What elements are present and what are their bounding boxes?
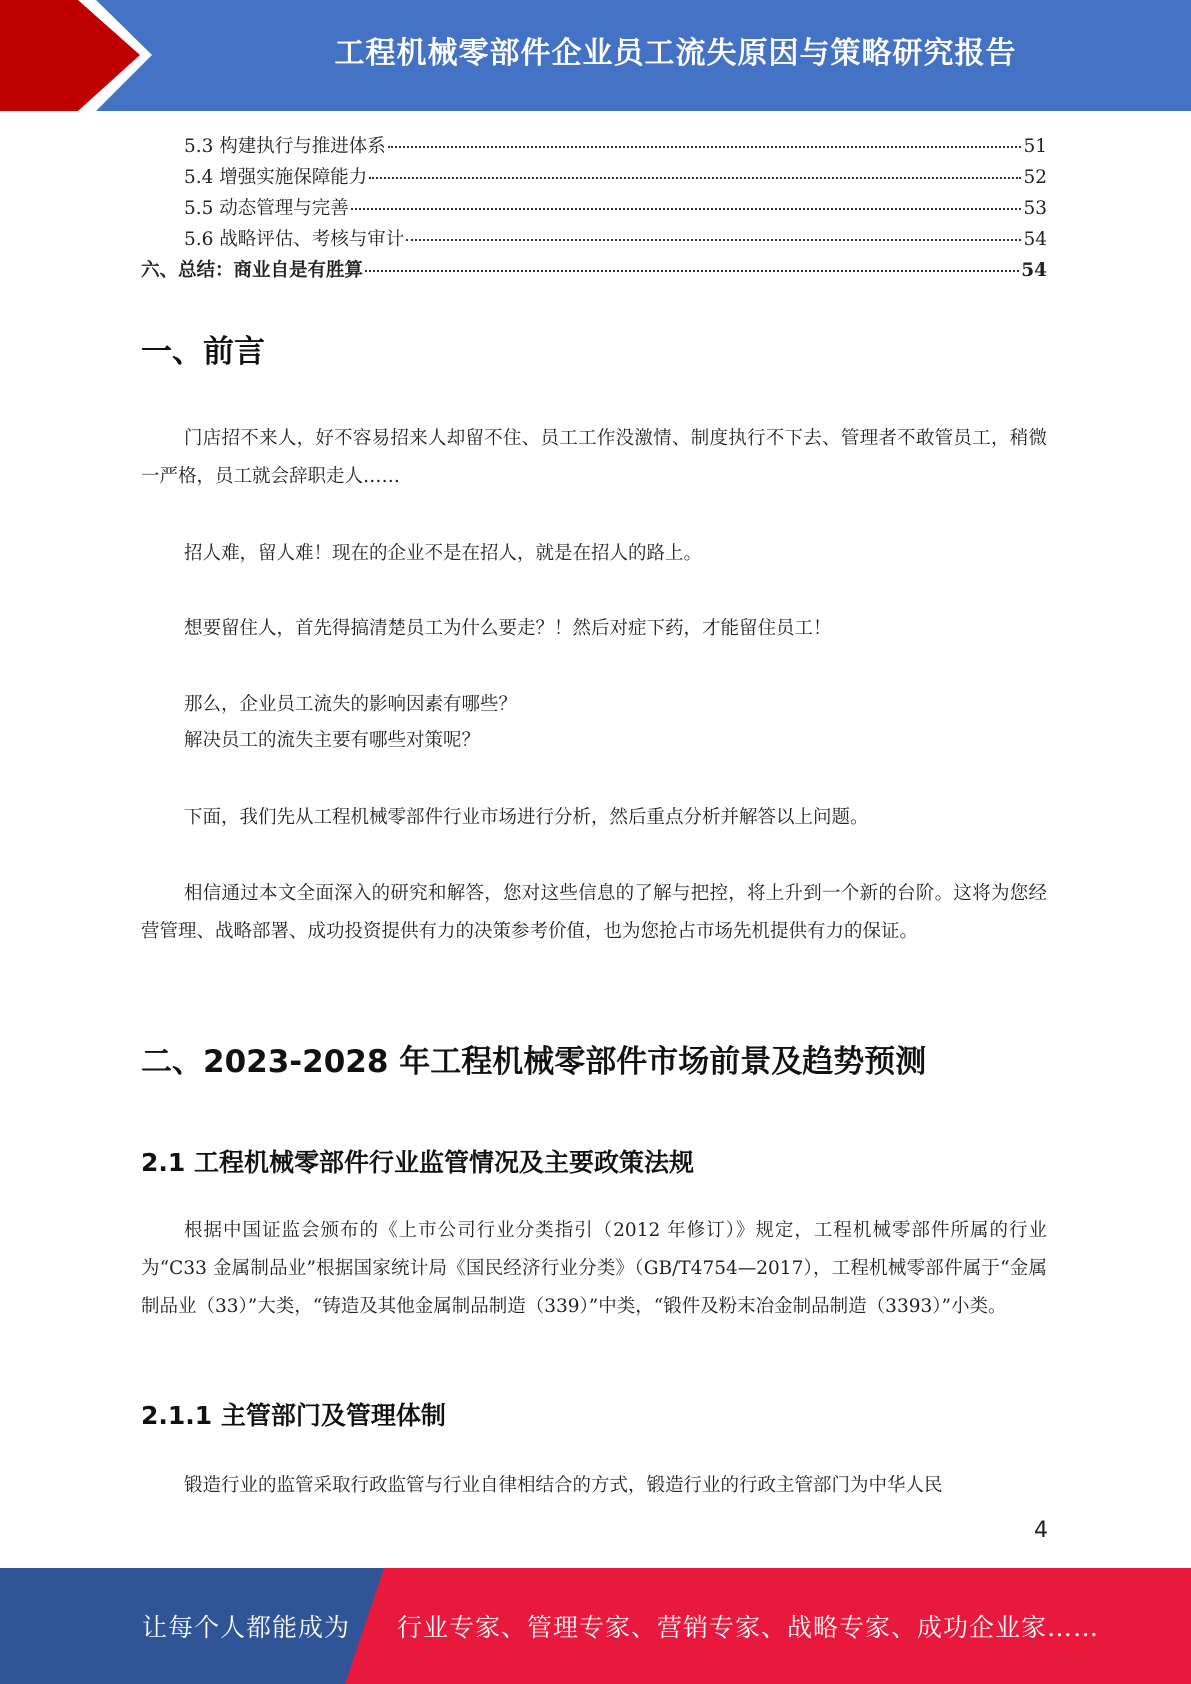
document-title: 工程机械零部件企业员工流失原因与策略研究报告 <box>334 36 1017 71</box>
toc-entry-page: 52 <box>1023 166 1047 188</box>
toc-entry-chapter[interactable] <box>141 255 1047 286</box>
paragraph: 相信通过本文全面深入的研究和解答，您对这些信息的了解与把控，将上升到一个新的台阶。这将为您经营管理、战略部署、成功投资提供有力的决策参考价值，也为您抢占市场先机提供有力的保证。 <box>141 883 1047 942</box>
toc-entry-page: 54 <box>1023 228 1047 250</box>
section-heading-market-forecast: 二、2023-2028 年工程机械零部件市场前景及趋势预测 <box>141 1044 927 1080</box>
toc-entry-page: 54 <box>1021 259 1047 281</box>
toc-entry-label: 5.4 增强实施保障能力 <box>184 166 368 188</box>
paragraph: 想要留住人，首先得搞清楚员工为什么要走？！然后对症下药，才能留住员工！ <box>184 618 832 639</box>
toc-entry-page: 53 <box>1023 197 1047 219</box>
toc-leader-dots <box>406 220 1021 241</box>
page-header <box>0 0 1191 111</box>
footer-slogan-right: 行业专家、管理专家、营销专家、战略专家、成功企业家…… <box>397 1613 1100 1642</box>
toc-leader-dots <box>365 251 1019 272</box>
paragraph: 招人难，留人难！现在的企业不是在招人，就是在招人的路上。 <box>184 543 703 564</box>
paragraph: 下面，我们先从工程机械零部件行业市场进行分析，然后重点分析并解答以上问题。 <box>184 807 869 828</box>
paragraph: 解决员工的流失主要有哪些对策呢？ <box>184 730 481 751</box>
page-footer <box>0 1568 1191 1684</box>
toc-entry-page: 51 <box>1023 135 1047 157</box>
paragraph: 锻造行业的监管采取行政监管与行业自律相结合的方式，锻造行业的行政主管部门为中华人民 <box>184 1475 943 1496</box>
paragraph: 根据中国证监会颁布的《上市公司行业分类指引（2012 年修订）》规定，工程机械零部件所属的行业为“C33 金属制品业”根据国家统计局《国民经济行业分类》（GB/T4754—2017），工程机械零部件属于“金属制品业（33）”大类，“铸造及其他金属制品制造（339）”中类，“锻件及粉末冶金制品制造（3393）”小类。 <box>141 1220 1047 1317</box>
footer-slogan-left: 让每个人都能成为 <box>142 1613 351 1642</box>
toc-entry-label: 5.3 构建执行与推进体系 <box>184 135 386 157</box>
subsection-heading: 2.1.1 主管部门及管理体制 <box>141 1401 446 1430</box>
page-number: 4 <box>1034 1518 1048 1543</box>
paragraph: 那么，企业员工流失的影响因素有哪些？ <box>184 694 518 715</box>
section-heading-preface: 一、前言 <box>141 334 265 370</box>
toc-leader-dots <box>369 158 1021 179</box>
toc-entry-label: 六、总结：商业自是有胜算 <box>141 259 364 281</box>
toc-entry-label: 5.6 战略评估、考核与审计 <box>184 228 405 250</box>
toc-entry-label: 5.5 动态管理与完善 <box>184 197 349 219</box>
paragraph: 门店招不来人，好不容易招来人却留不住、员工工作没激情、制度执行不下去、管理者不敢管员工，稍微一严格，员工就会辞职走人…… <box>141 428 1047 487</box>
toc-leader-dots <box>351 189 1022 210</box>
table-of-contents <box>141 131 1047 286</box>
toc-leader-dots <box>388 127 1022 148</box>
subsection-heading: 2.1 工程机械零部件行业监管情况及主要政策法规 <box>141 1148 694 1177</box>
